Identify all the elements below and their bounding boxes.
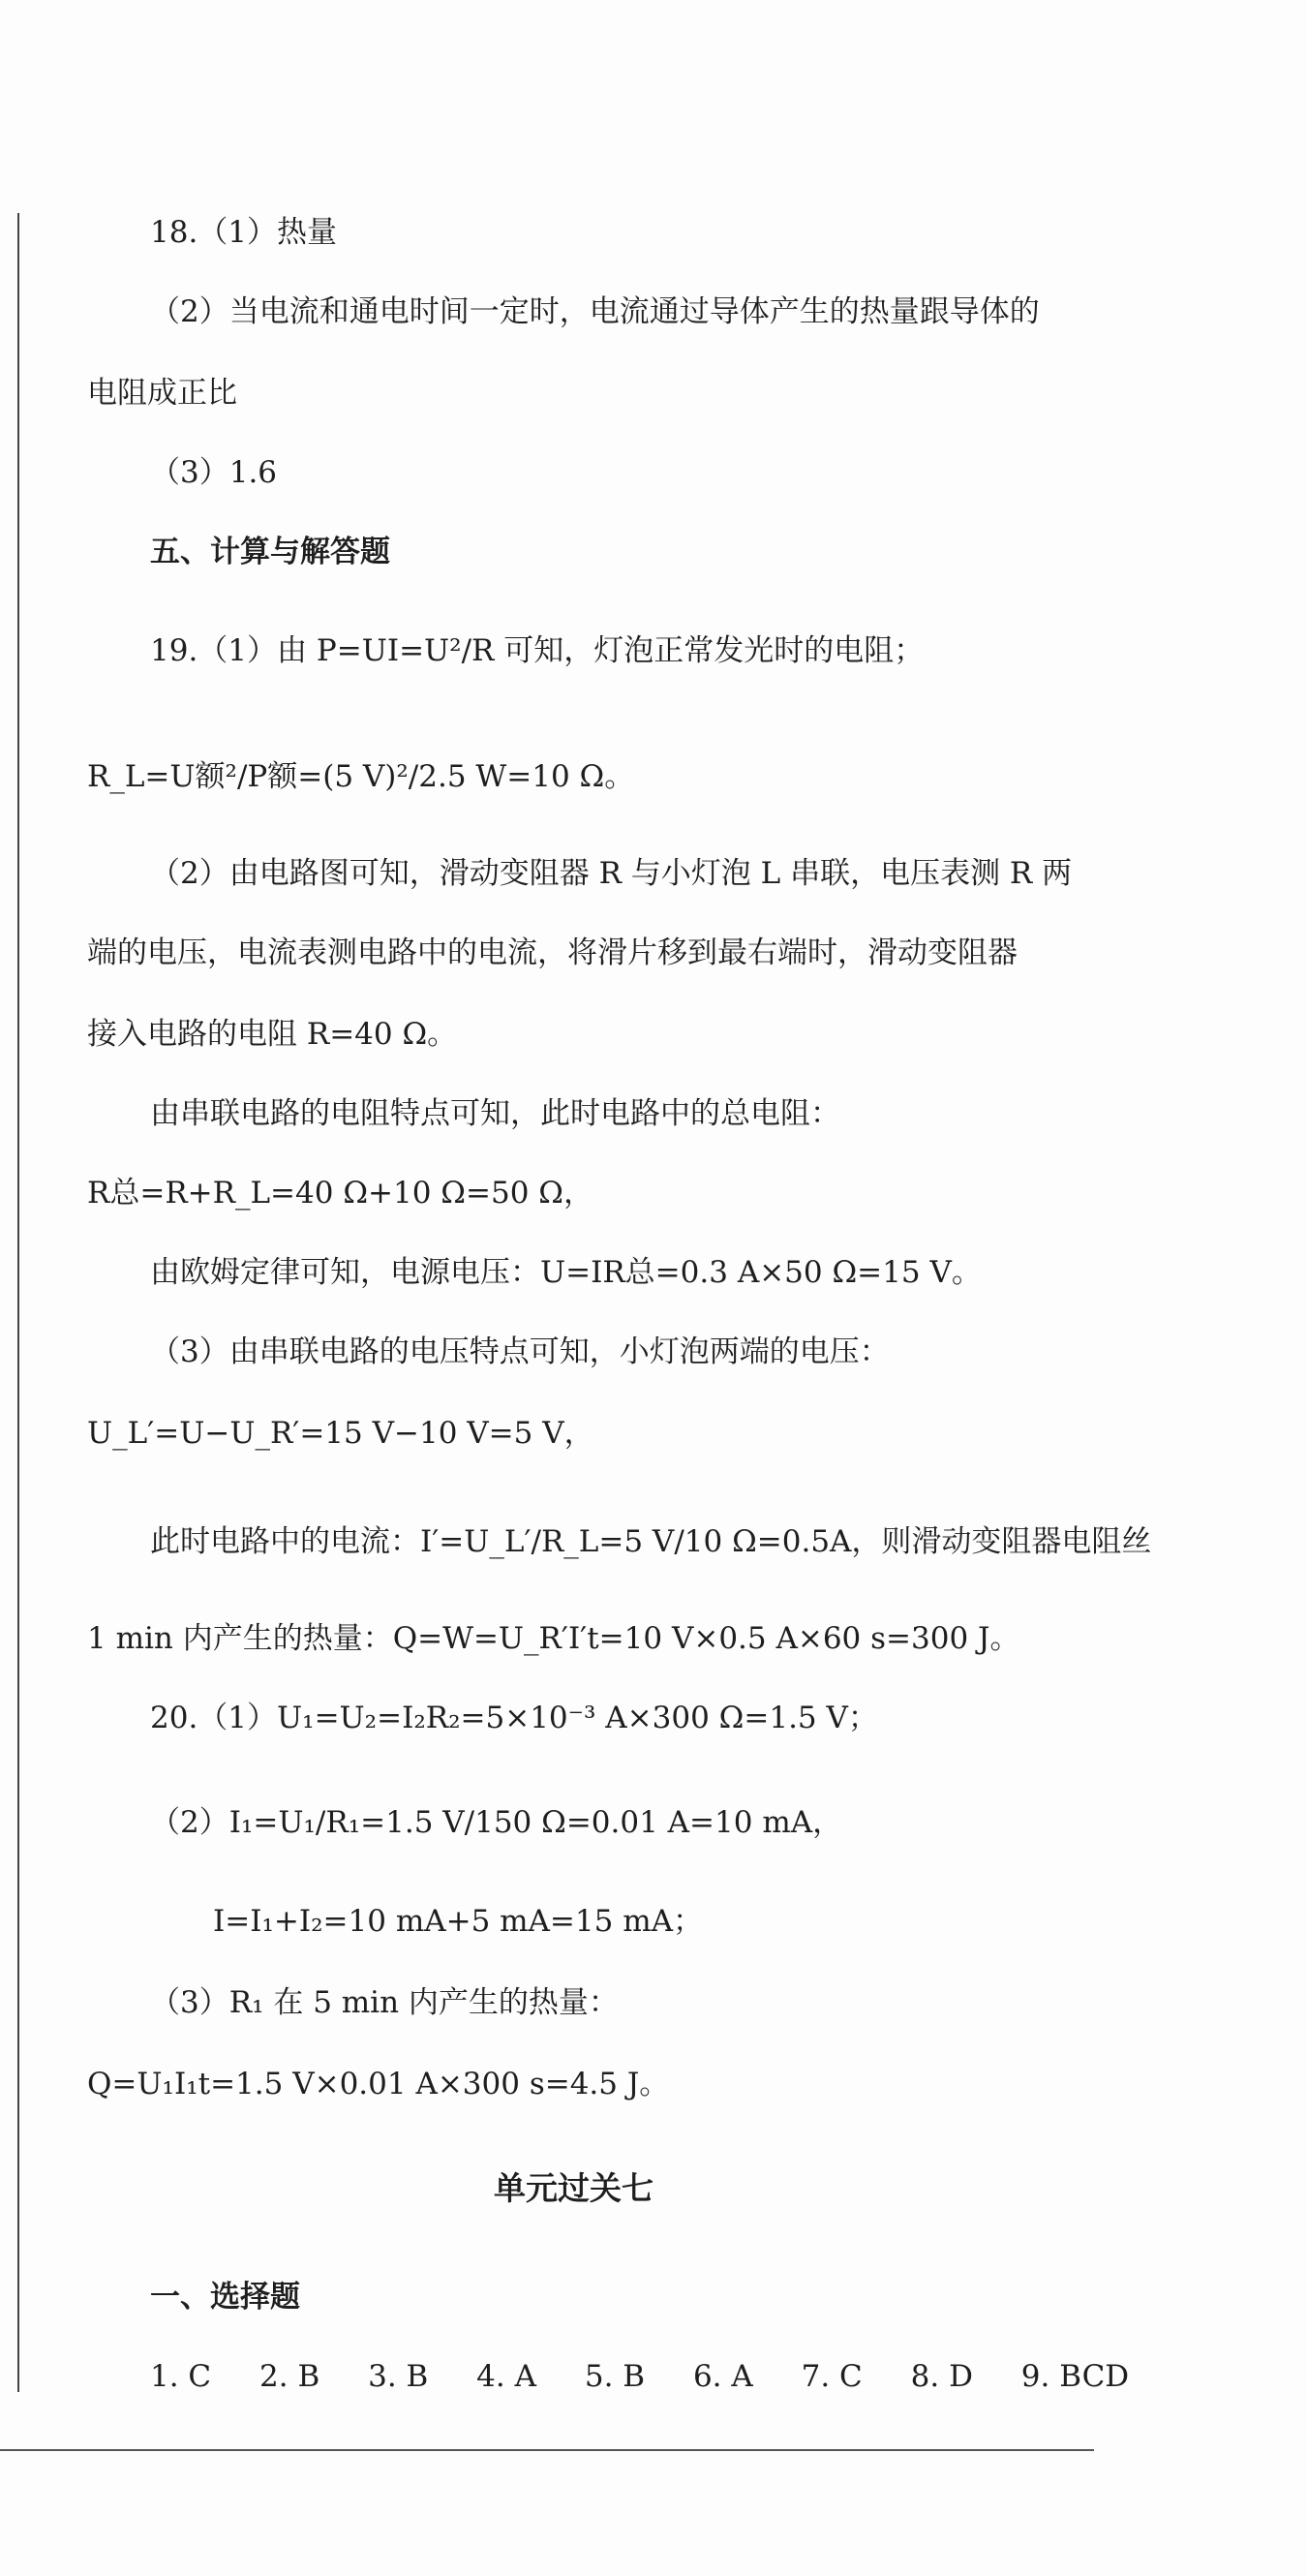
q20-part2-line1: （2）I₁=U₁/R₁=1.5 V/150 Ω=0.01 A=10 mA， (150, 1805, 843, 1840)
answer-item: 8. D (910, 2359, 973, 2394)
left-margin-line (17, 213, 19, 2392)
q19-part1-formula: 19.（1）由 P=UI=U²/R 可知，灯泡正常发光时的电阻； (150, 633, 925, 668)
q20-part2-line2: I=I₁+I₂=10 mA+5 mA=15 mA； (213, 1904, 703, 1939)
section5-heading: 五、计算与解答题 (150, 535, 390, 569)
q19-lamp-voltage: U_L′=U−U_R′=15 V−10 V=5 V， (87, 1416, 594, 1451)
answer-item: 4. A (476, 2359, 536, 2394)
section1-heading: 一、选择题 (150, 2280, 300, 2315)
q19-part2-line3: 接入电路的电阻 R=40 Ω。 (87, 1017, 458, 1052)
q19-resistance-calc: R_L=U额²/P额=(5 V)²/2.5 W=10 Ω。 (87, 759, 635, 794)
q19-heat-calc: 1 min 内产生的热量：Q=W=U_R′I′t=10 V×0.5 A×60 s=300 J。 (87, 1621, 1020, 1656)
q19-source-voltage: 由欧姆定律可知，电源电压：U=IR总=0.3 A×50 Ω=15 V。 (150, 1255, 982, 1290)
q19-total-resistance: R总=R+R_L=40 Ω+10 Ω=50 Ω， (87, 1176, 593, 1211)
answer-list (150, 2355, 1129, 2398)
q20-part3-line1: （3）R₁ 在 5 min 内产生的热量： (150, 1985, 619, 2020)
q19-part3-line1: （3）由串联电路的电压特点可知，小灯泡两端的电压： (150, 1334, 890, 1369)
unit-title: 单元过关七 (494, 2169, 654, 2207)
q19-part2-line1: （2）由电路图可知，滑动变阻器 R 与小灯泡 L 串联，电压表测 R 两 (150, 856, 1073, 891)
q18-part2-line1: （2）当电流和通电时间一定时，电流通过导体产生的热量跟导体的 (150, 294, 1040, 329)
answer-item: 9. BCD (1020, 2359, 1130, 2394)
answer-item: 1. C (150, 2359, 212, 2394)
q19-part2-line4: 由串联电路的电阻特点可知，此时电路中的总电阻： (150, 1096, 840, 1131)
answer-item: 7. C (801, 2359, 863, 2394)
answer-item: 2. B (259, 2359, 320, 2394)
q20-heat-calc: Q=U₁I₁t=1.5 V×0.01 A×300 s=4.5 J。 (87, 2067, 670, 2101)
q18-part1: 18.（1）热量 (150, 215, 338, 250)
q19-current-calc: 此时电路中的电流：I′=U_L′/R_L=5 V/10 Ω=0.5A，则滑动变阻器电阻丝 (150, 1524, 1152, 1559)
q18-part3: （3）1.6 (150, 455, 278, 490)
answer-item: 3. B (368, 2359, 429, 2394)
answer-item: 6. A (692, 2359, 753, 2394)
q18-part2-line2: 电阻成正比 (87, 376, 237, 411)
answer-item: 5. B (584, 2359, 646, 2394)
q19-part2-line2: 端的电压，电流表测电路中的电流，将滑片移到最右端时，滑动变阻器 (87, 935, 1018, 970)
bottom-rule (0, 2449, 1094, 2451)
q20-part1: 20.（1）U₁=U₂=I₂R₂=5×10⁻³ A×300 Ω=1.5 V； (150, 1701, 878, 1735)
